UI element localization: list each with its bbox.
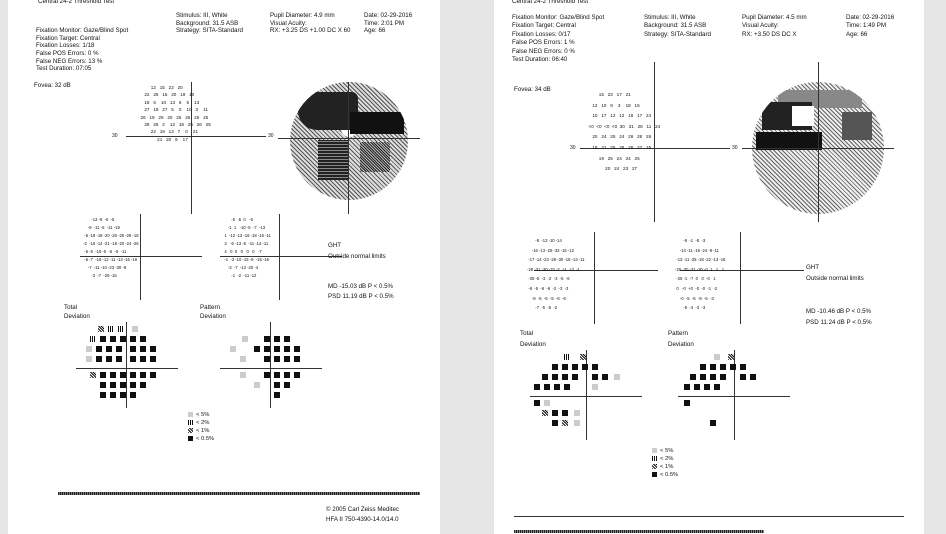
stimulus-info-right: Stimulus: III, White Background: 31.5 ASB Strategy: SITA-Standard bbox=[644, 14, 711, 38]
report-title-right: Central 24-2 Threshold Test bbox=[512, 0, 589, 5]
pupil-info-right: Pupil Diameter: 4.5 mm Visual Acuity: RX: +3.50 DS DC X bbox=[742, 14, 807, 38]
psd-value-right: PSD 11.24 dB P < 0.5% bbox=[806, 319, 872, 326]
axis-label-right-right: 30 bbox=[732, 145, 738, 151]
pattern-deviation-values: -5 -5 0 -5 -1 1 -10 -5 -7 -13 1 -12 -13 -16 -18 -15 -11 3 -6 -13 -5 -11 -14 -11 4 0 0 0 0 0 -7 -1 -3 -10 -15 -9 -15 -16 -3 -7 -13 -20 -4 -1 -2 -11 -12 bbox=[224, 217, 271, 278]
psd-value: PSD 11.19 dB P < 0.5% bbox=[328, 293, 394, 300]
left-report-page bbox=[8, 0, 440, 534]
model-number: HFA II 750-4390-14.0/14.0 bbox=[326, 516, 399, 523]
total-dev-v-axis-right bbox=[594, 232, 595, 324]
date-info-right: Date: 02-29-2016 Time: 1:49 PM Age: 66 bbox=[846, 14, 895, 38]
report-title: Central 24-2 Threshold Test bbox=[38, 0, 115, 5]
probability-legend-right: < 5% < 2% < 1% < 0.5% bbox=[652, 448, 668, 480]
grayscale-v-axis bbox=[348, 82, 349, 214]
pattern-prob-v-axis bbox=[270, 322, 271, 408]
md-value: MD -15.03 dB P < 0.5% bbox=[328, 283, 394, 290]
total-dev-label-right: Total Deviation bbox=[520, 330, 546, 348]
pattern-deviation-values-right: -8 -1 -8 -3 -14 -11 -16 -24 -9 -11 -13 -11 -25 -18 -22 -13 -16 -26 -30 -31 -30 -0 1 1 1 -25 -1 -7 0 0 -0 1 0 -0 +0 -0 -0 -1 -2 -0 -5 -5 -8 -5 -3 -5 -4 -3 -3 bbox=[675, 238, 726, 311]
pattern-prob-h-axis bbox=[220, 368, 322, 369]
grayscale-plot bbox=[290, 82, 408, 200]
pupil-info: Pupil Diameter: 4.9 mm Visual Acuity: RX: +3.25 DS +1.00 DC X 60 bbox=[270, 12, 351, 35]
gaze-tracker bbox=[58, 492, 420, 495]
axis-label-right: 30 bbox=[268, 133, 274, 139]
stimulus-info: Stimulus: III, White Background: 31.5 ASB Strategy: SITA-Standard bbox=[176, 12, 243, 35]
pattern-dev-v-axis bbox=[279, 214, 280, 300]
footer-rule-right bbox=[514, 516, 904, 517]
fovea-value-right: Fovea: 34 dB bbox=[514, 86, 551, 93]
ght-value: Outside normal limits bbox=[328, 253, 386, 260]
pattern-dev-label: Pattern Deviation bbox=[200, 304, 226, 320]
grayscale-h-axis bbox=[278, 138, 420, 139]
probability-legend: < 5% < 2% < 1% < 0.5% bbox=[188, 412, 204, 444]
fovea-value: Fovea: 32 dB bbox=[34, 82, 71, 89]
total-prob-v-axis bbox=[126, 322, 127, 408]
total-deviation-values-right: -9 -13 -10 -14 -16 -13 -25 -33 -16 -12 -17 -14 -23 -28 -30 -18 -13 -11 -28 -31 -30 -32 -2 +1 +2 -1 -26 -5 -3 -2 -3 -5 -6 -9 -5 -6 -6 -2 -3 -3 -9 -5 -5 -5 -6 -6 -7 -5 -5 -2 bbox=[527, 238, 585, 311]
axis-label-left: 30 bbox=[112, 133, 118, 139]
ght-label-right: GHT bbox=[806, 264, 820, 271]
md-value-right: MD -10.46 dB P < 0.5% bbox=[806, 308, 872, 315]
reliability-info-right: Fixation Monitor: Gaze/Blind Spot Fixation Target: Central Fixation Losses: 0/17 False POS Errors: 1 % False NEG Errors: 0 % Test Duration: 06:40 bbox=[512, 14, 605, 64]
pattern-dev-label-right: Pattern Deviation bbox=[668, 330, 694, 348]
copyright: © 2005 Carl Zeiss Meditec bbox=[326, 506, 399, 513]
pattern-dev-v-axis-right bbox=[740, 232, 741, 324]
threshold-values-right: 15 23 17 21 12 10 9 3 18 15 10 17 12 12 16 17 24 <0 <0 <0 <0 30 31 28 11 24 20 24 25 24 26 28 26 18 21 25 26 26 27 25 19 25 24 24 25 20 24 23 27 bbox=[588, 92, 661, 172]
axis-label-left-right: 30 bbox=[570, 145, 576, 151]
ght-label: GHT bbox=[328, 242, 342, 249]
reliability-info: Fixation Monitor: Gaze/Blind Spot Fixation Target: Central Fixation Losses: 1/18 False POS Errors: 0 % False NEG Errors: 13 % Test Duration: 07:05 bbox=[36, 27, 129, 73]
total-deviation-values: -13 -9 -5 -5 -8 -11 -5 -11 -19 -5 -18 -18 -20 -26 -25 -28 -18 -2 -16 -14 -21 -18 -20 -24 -26 -5 -5 -15 -5 -5 -5 -11 -5 -7 -16 -12 -11 -13 -16 -16 -7 -11 -10 -23 -30 -9 -3 -7 -26 -15 bbox=[83, 217, 139, 278]
right-report-page bbox=[494, 0, 924, 534]
total-dev-v-axis bbox=[140, 214, 141, 300]
date-info: Date: 02-29-2016 Time: 2:01 PM Age: 66 bbox=[364, 12, 413, 35]
total-dev-label: Total Deviation bbox=[64, 304, 90, 320]
gaze-tracker-right bbox=[514, 530, 764, 533]
grayscale-v-axis-right bbox=[818, 62, 819, 222]
threshold-values: 12 15 22 20 22 25 15 20 19 10 18 5 10 13 6 5 13 27 18 27 5 0 10 3 11 26 19 25 20 25 25 25 25 28 26 2 12 18 25 26 25 22 19 13 7 0 21 21 20 9 17 bbox=[140, 85, 211, 142]
ght-value-right: Outside normal limits bbox=[806, 275, 864, 282]
total-prob-h-axis bbox=[76, 368, 178, 369]
